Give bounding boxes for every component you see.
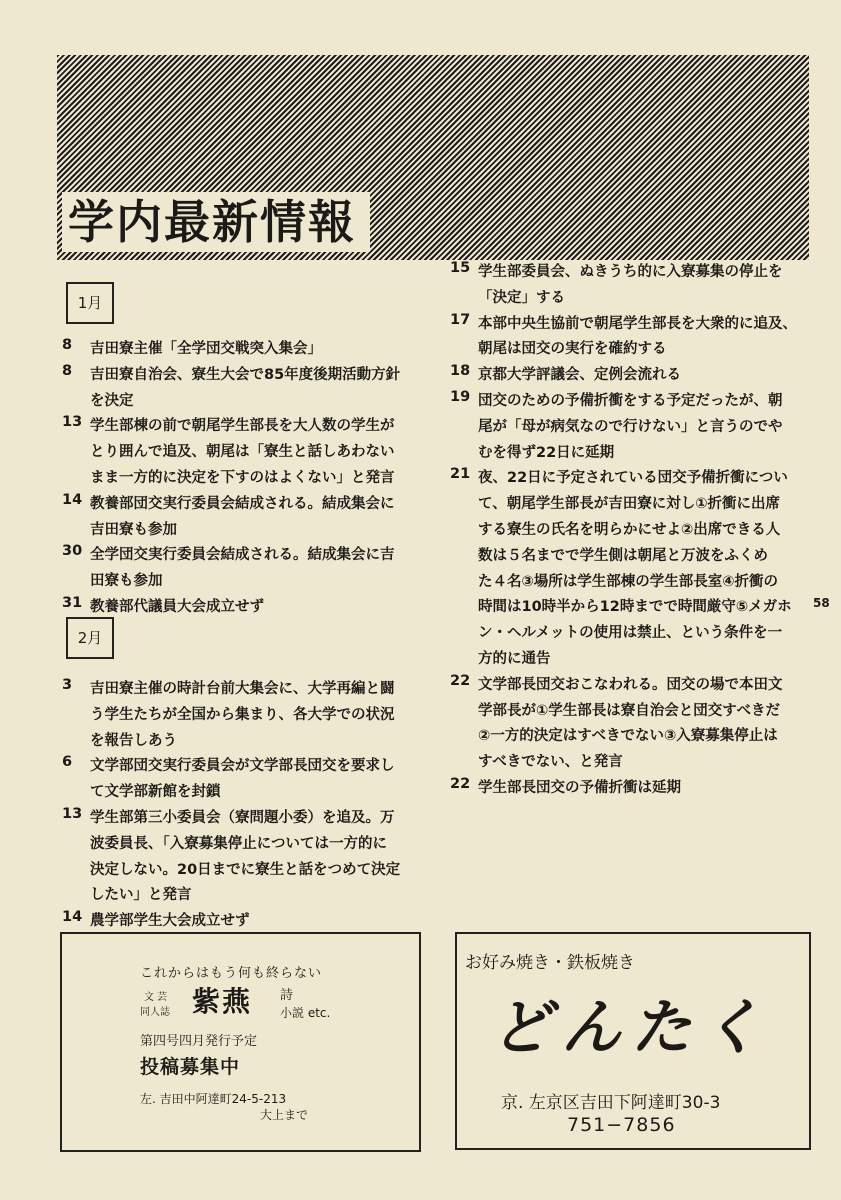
entry-line: 学生部委員会、ぬきうち的に入寮募集の停止を xyxy=(478,264,783,280)
entry-line: したい」と発言 xyxy=(90,887,192,904)
entry-text xyxy=(90,806,422,909)
timeline-entry xyxy=(450,673,815,776)
timeline-entry xyxy=(62,677,422,754)
ad-sub-bottom: 小説 etc. xyxy=(280,1006,331,1020)
entry-line: 団交のための予備折衝をする予定だったが、朝 xyxy=(478,392,783,409)
timeline-entry xyxy=(450,260,815,312)
entry-day: 6 xyxy=(62,754,73,771)
timeline-entry xyxy=(62,806,422,909)
entry-day: 8 xyxy=(62,362,73,379)
timeline-entry xyxy=(62,595,422,621)
entry-text xyxy=(478,260,815,312)
entry-text xyxy=(478,389,815,466)
entry-text xyxy=(478,312,815,364)
entry-line: 教養部団交実行委員会結成される。結成集会に xyxy=(90,495,395,512)
entry-line: ②一方的決定はすべきでない③入寮募集停止は xyxy=(478,728,778,745)
timeline-entry xyxy=(62,543,422,595)
entry-day: 22 xyxy=(450,775,471,792)
entry-day: 18 xyxy=(450,363,471,380)
entry-line: 全学団交実行委員会結成される。結成集会に吉 xyxy=(90,547,395,564)
entry-line: 学生部第三小委員会（寮問題小委）を追及。万 xyxy=(90,809,395,826)
timeline-entry xyxy=(62,363,422,415)
timeline-entry xyxy=(450,389,815,466)
entry-day: 22 xyxy=(450,672,471,689)
ad-genre-bottom: 同人誌 xyxy=(140,1007,170,1018)
entry-line: むを得ず22日に延期 xyxy=(478,444,615,461)
restaurant-address: 京. 左京区吉田下阿達町30-3 xyxy=(501,1093,721,1113)
entry-line: 京都大学評議会、定例会流れる xyxy=(478,367,681,384)
entry-text xyxy=(90,492,422,544)
entry-text xyxy=(90,414,422,491)
entry-day: 31 xyxy=(62,594,83,611)
restaurant-ad xyxy=(455,932,811,1150)
entry-line: とり囲んで追及、朝尾は「寮生と話しあわない xyxy=(90,444,395,461)
entry-day: 3 xyxy=(62,677,73,693)
entry-text xyxy=(478,363,815,389)
right-column-entries xyxy=(450,260,815,802)
restaurant-name: どんたく xyxy=(491,993,771,1063)
timeline-entry xyxy=(62,754,422,806)
entry-day: 30 xyxy=(62,543,83,560)
entry-text xyxy=(90,363,422,415)
page-number: 58 xyxy=(813,596,830,610)
entry-line: 田寮も参加 xyxy=(90,573,163,590)
entry-line: て文学部新館を封鎖 xyxy=(90,784,221,801)
entry-line: を決定 xyxy=(90,392,134,409)
entry-line: 数は５名までで学生側は朝尾と万波をふくめ xyxy=(478,547,768,564)
entry-text xyxy=(478,466,815,672)
entry-line: 尾が「母が病気なので行けない」と言うのでや xyxy=(478,418,783,435)
january-entries xyxy=(62,337,422,621)
entry-line: 文学部団交実行委員会が文学部長団交を要求し xyxy=(90,758,395,775)
timeline-entry xyxy=(62,414,422,491)
ad-tagline: これからはもう何も終らない xyxy=(140,966,323,981)
entry-day: 14 xyxy=(62,491,83,508)
timeline-entry xyxy=(62,337,422,363)
ad-contact: 大上まで xyxy=(260,1108,309,1122)
entry-text xyxy=(90,337,422,363)
ad-issue: 第四号四月発行予定 xyxy=(140,1034,258,1049)
timeline-entry xyxy=(450,363,815,389)
entry-line: 方的に通告 xyxy=(478,650,551,667)
entry-line: 吉田寮自治会、寮生大会で85年度後期活動方針 xyxy=(90,366,401,383)
page-title: 学内最新情報 xyxy=(62,192,370,252)
timeline-entry xyxy=(450,312,815,364)
entry-line: 学生部長団交の予備折衝は延期 xyxy=(478,779,681,796)
entry-line: 時間は10時半から12時までで時間厳守⑤メガホ xyxy=(478,599,792,616)
entry-line: 夜、22日に予定されている団交予備折衝につい xyxy=(478,470,788,487)
entry-line: 農学部学生大会成立せず xyxy=(90,913,250,930)
entry-text xyxy=(90,595,422,621)
entry-line: う学生たちが全国から集まり、各大学での状況 xyxy=(90,706,395,723)
entry-line: 「決定」する xyxy=(478,289,565,306)
month-label-january: 1月 xyxy=(66,282,114,324)
restaurant-phone: 751−7856 xyxy=(567,1114,676,1136)
entry-line: 学部長が①学生部長は寮自治会と団交すべきだ xyxy=(478,702,780,719)
entry-line: 吉田寮も参加 xyxy=(90,521,177,538)
restaurant-heading: お好み焼き・鉄板焼き xyxy=(465,953,635,973)
timeline-entry xyxy=(62,492,422,544)
entry-day: 19 xyxy=(450,388,471,405)
entry-text xyxy=(478,776,815,802)
entry-line: 教養部代議員大会成立せず xyxy=(90,598,264,615)
entry-line: 吉田寮主催「全学団交戦突入集会」 xyxy=(90,341,322,357)
entry-line: ン・ヘルメットの使用は禁止、という条件を一 xyxy=(478,625,783,642)
entry-line: する寮生の氏名を明らかにせよ②出席できる人 xyxy=(478,521,781,538)
entry-text xyxy=(90,677,422,754)
entry-line: 朝尾は団交の実行を確約する xyxy=(478,341,667,358)
entry-day: 17 xyxy=(450,311,471,328)
entry-line: 吉田寮主催の時計台前大集会に、大学再編と闘 xyxy=(90,681,395,697)
entry-line: た４名③場所は学生部棟の学生部長室④折衝の xyxy=(478,573,779,590)
entry-line: 決定しない。20日までに寮生と話をつめて決定 xyxy=(90,861,401,878)
entry-line: て、朝尾学生部長が吉田寮に対し①折衝に出席 xyxy=(478,496,780,513)
entry-line: まま一方的に決定を下すのはよくない」と発言 xyxy=(90,469,395,486)
ad-genre-top: 文 芸 xyxy=(144,992,168,1003)
entry-line: すべきでない、と発言 xyxy=(478,754,623,771)
ad-call-for-submissions: 投稿募集中 xyxy=(140,1056,241,1078)
entry-day: 14 xyxy=(62,909,83,926)
entry-day: 21 xyxy=(450,466,471,483)
ad-magazine-name: 紫燕 xyxy=(192,985,253,1018)
entry-line: を報告しあう xyxy=(90,732,177,749)
entry-line: 文学部長団交おこなわれる。団交の場で本田文 xyxy=(478,676,783,693)
literary-magazine-ad xyxy=(60,932,421,1152)
month-label-february: 2月 xyxy=(66,617,114,659)
ad-sub-top: 詩 xyxy=(280,988,294,1003)
entry-day: 15 xyxy=(450,260,471,276)
entry-text xyxy=(478,673,815,776)
entry-day: 13 xyxy=(62,414,83,431)
entry-text xyxy=(90,543,422,595)
entry-line: 波委員長、「入寮募集停止については一方的に xyxy=(90,835,387,852)
timeline-entry xyxy=(450,776,815,802)
entry-line: 本部中央生協前で朝尾学生部長を大衆的に追及、 xyxy=(478,315,797,332)
february-entries xyxy=(62,677,422,935)
entry-day: 13 xyxy=(62,805,83,822)
entry-text xyxy=(90,754,422,806)
timeline-entry xyxy=(450,466,815,672)
entry-line: 学生部棟の前で朝尾学生部長を大人数の学生が xyxy=(90,418,395,435)
entry-day: 8 xyxy=(62,337,73,353)
ad-address: 左. 吉田中阿達町24-5-213 xyxy=(140,1092,287,1106)
